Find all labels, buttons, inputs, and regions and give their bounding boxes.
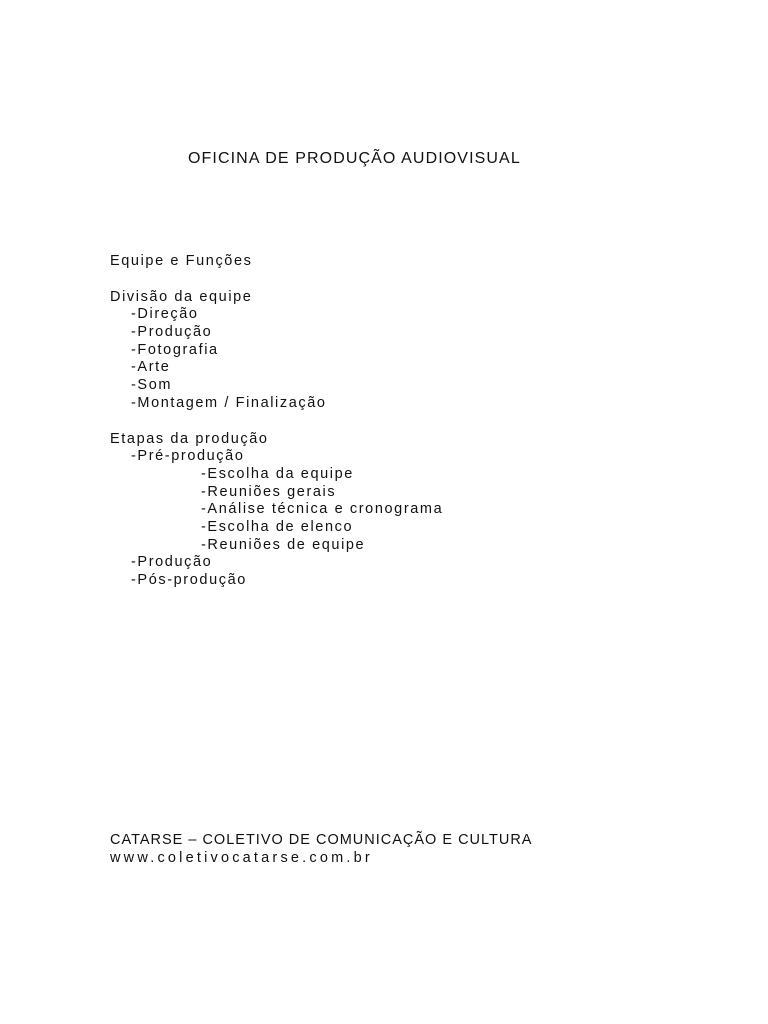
stage-production: -Produção [131, 554, 213, 570]
division-heading: Divisão da equipe [110, 289, 253, 305]
division-item: -Produção [131, 324, 213, 340]
division-item: -Direção [131, 306, 199, 322]
stage-pre-production: -Pré-produção [131, 448, 245, 464]
stage-post-production: -Pós-produção [131, 572, 247, 588]
pre-production-item: -Reuniões gerais [201, 484, 337, 500]
division-item: -Fotografia [131, 342, 219, 358]
pre-production-item: -Análise técnica e cronograma [201, 501, 444, 517]
stages-heading: Etapas da produção [110, 431, 269, 447]
pre-production-item: -Reuniões de equipe [201, 537, 366, 553]
section-heading-team: Equipe e Funções [110, 253, 253, 269]
footer-organization: CATARSE – COLETIVO DE COMUNICAÇÃO E CULTURA [110, 832, 533, 848]
pre-production-item: -Escolha da equipe [201, 466, 354, 482]
division-item: -Som [131, 377, 173, 393]
division-item: -Montagem / Finalização [131, 395, 327, 411]
division-item: -Arte [131, 359, 171, 375]
page-title: OFICINA DE PRODUÇÃO AUDIOVISUAL [188, 150, 521, 167]
footer-url: www.coletivocatarse.com.br [110, 850, 373, 866]
pre-production-item: -Escolha de elenco [201, 519, 354, 535]
